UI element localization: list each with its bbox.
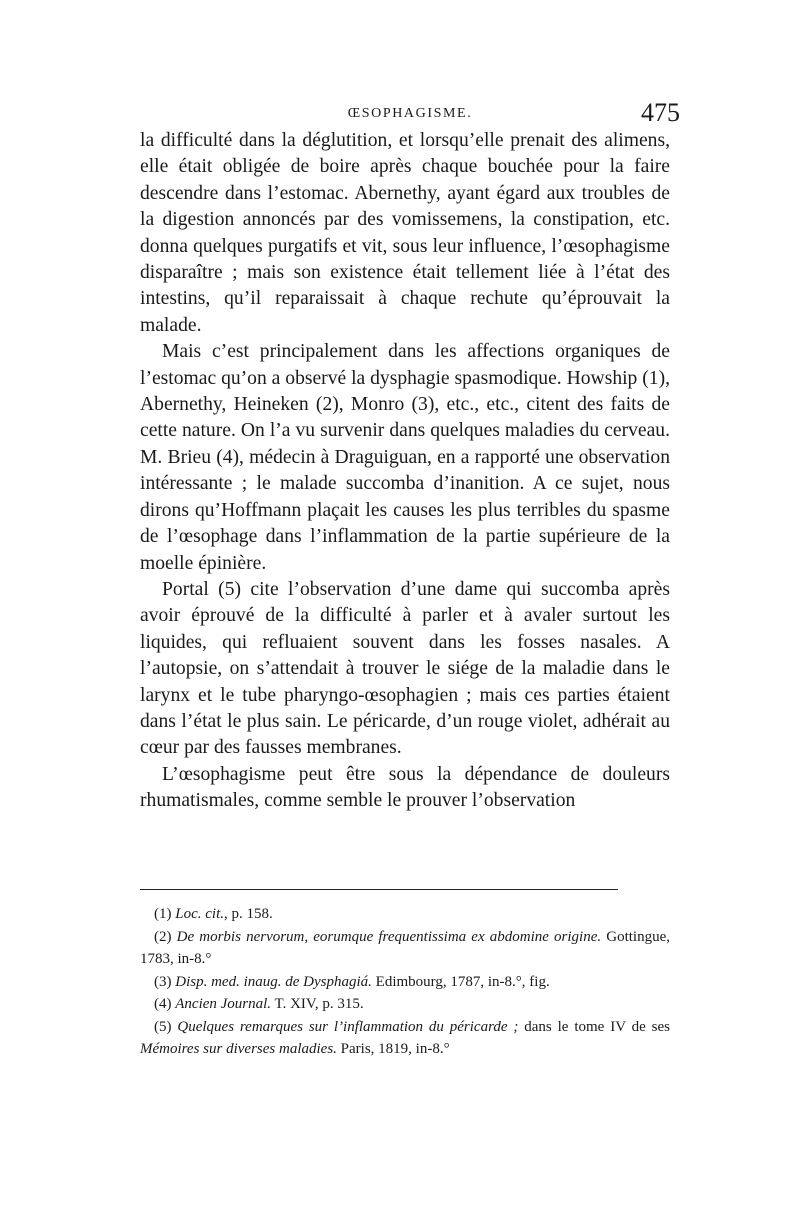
footnote-title: Loc. cit. (175, 906, 224, 922)
running-head: ŒSOPHAGISME. (347, 106, 473, 121)
footnote-4 (140, 993, 670, 1016)
footnote-rest: T. XIV, p. 315. (271, 996, 364, 1012)
footnote-divider (140, 889, 618, 890)
footnote-3 (140, 971, 670, 994)
footnote-title: De morbis nervorum, eorumque frequentissima ex abdomine origine. (176, 928, 602, 945)
footnote-marker: (5) (154, 1018, 172, 1035)
footnote-rest: Gottingue, 1783, in-8.° (140, 928, 670, 967)
paragraph-3: Portal (5) cite l’observation d’une dame qui succomba après avoir éprouvé de la difficulté à parler et à avaler surtout les liquides, qui refluaient souvent dans les fosses nasales. A l’autopsie, on s’attendait à trouver le siége de la maladie dans le larynx et le tube pharyngo-œsophagien ; mais ces parties étaient dans l’état le plus sain. Le péricarde, d’un rouge violet, adhérait au cœur par des fausses membranes. (140, 578, 670, 759)
footnote-title: Disp. med. inaug. de Dysphagiá. (175, 973, 372, 990)
page-number: 475 (641, 98, 680, 127)
footnote-marker: (1) (154, 906, 172, 922)
footnote-middle: dans le tome IV de ses (518, 1018, 670, 1035)
footnote-rest: Edimbourg, 1787, in-8.°, fig. (371, 973, 550, 990)
footnote-marker: (4) (154, 996, 172, 1012)
footnote-title: Ancien Journal. (175, 996, 272, 1012)
footnote-2 (140, 926, 670, 971)
footnote-marker: (2) (154, 928, 172, 945)
page-header (140, 98, 680, 130)
paragraph-1: la difficulté dans la déglutition, et lorsqu’elle prenait des alimens, elle était obligée de boire après chaque bouchée pour la faire descendre dans l’estomac. Abernethy, ayant égard aux troubles de la digestion annoncés par des vomissemens, la constipation, etc. donna quelques purgatifs et vit, sous leur influence, l’œsophagisme disparaître ; mais son existence était tellement liée à l’état des intestins, qu’il reparaissait à chaque rechute qu’éprouvait la malade. (140, 130, 670, 336)
footnote-title: Quelques remarques sur l’inflammation du péricarde ; (177, 1018, 519, 1035)
footnote-title-2: Mémoires sur diverses maladies. (140, 1041, 337, 1057)
footnote-5 (140, 1016, 670, 1061)
body-text (140, 128, 670, 815)
footnote-marker: (3) (154, 973, 172, 990)
footnote-rest: Paris, 1819, in-8.° (336, 1041, 450, 1057)
footnotes (140, 903, 670, 1061)
paragraph-4: L’œsophagisme peut être sous la dépendance de douleurs rhumatismales, comme semble le prouver l’observation (140, 763, 670, 812)
footnote-rest: , p. 158. (224, 906, 273, 922)
footnote-1 (140, 903, 670, 926)
paragraph-2: Mais c’est principalement dans les affections organiques de l’estomac qu’on a observé la dysphagie spasmodique. Howship (1), Abernethy, Heineken (2), Monro (3), etc., etc., citent des faits de cette nature. On l’a vu survenir dans quelques maladies du cerveau. M. Brieu (4), médecin à Draguiguan, en a rapporté une observation intéressante ; le malade succomba d’inanition. A ce sujet, nous dirons qu’Hoffmann plaçait les causes les plus terribles du spasme de l’œsophage dans l’inflammation de la partie supérieure de la moelle épinière. (140, 341, 670, 574)
